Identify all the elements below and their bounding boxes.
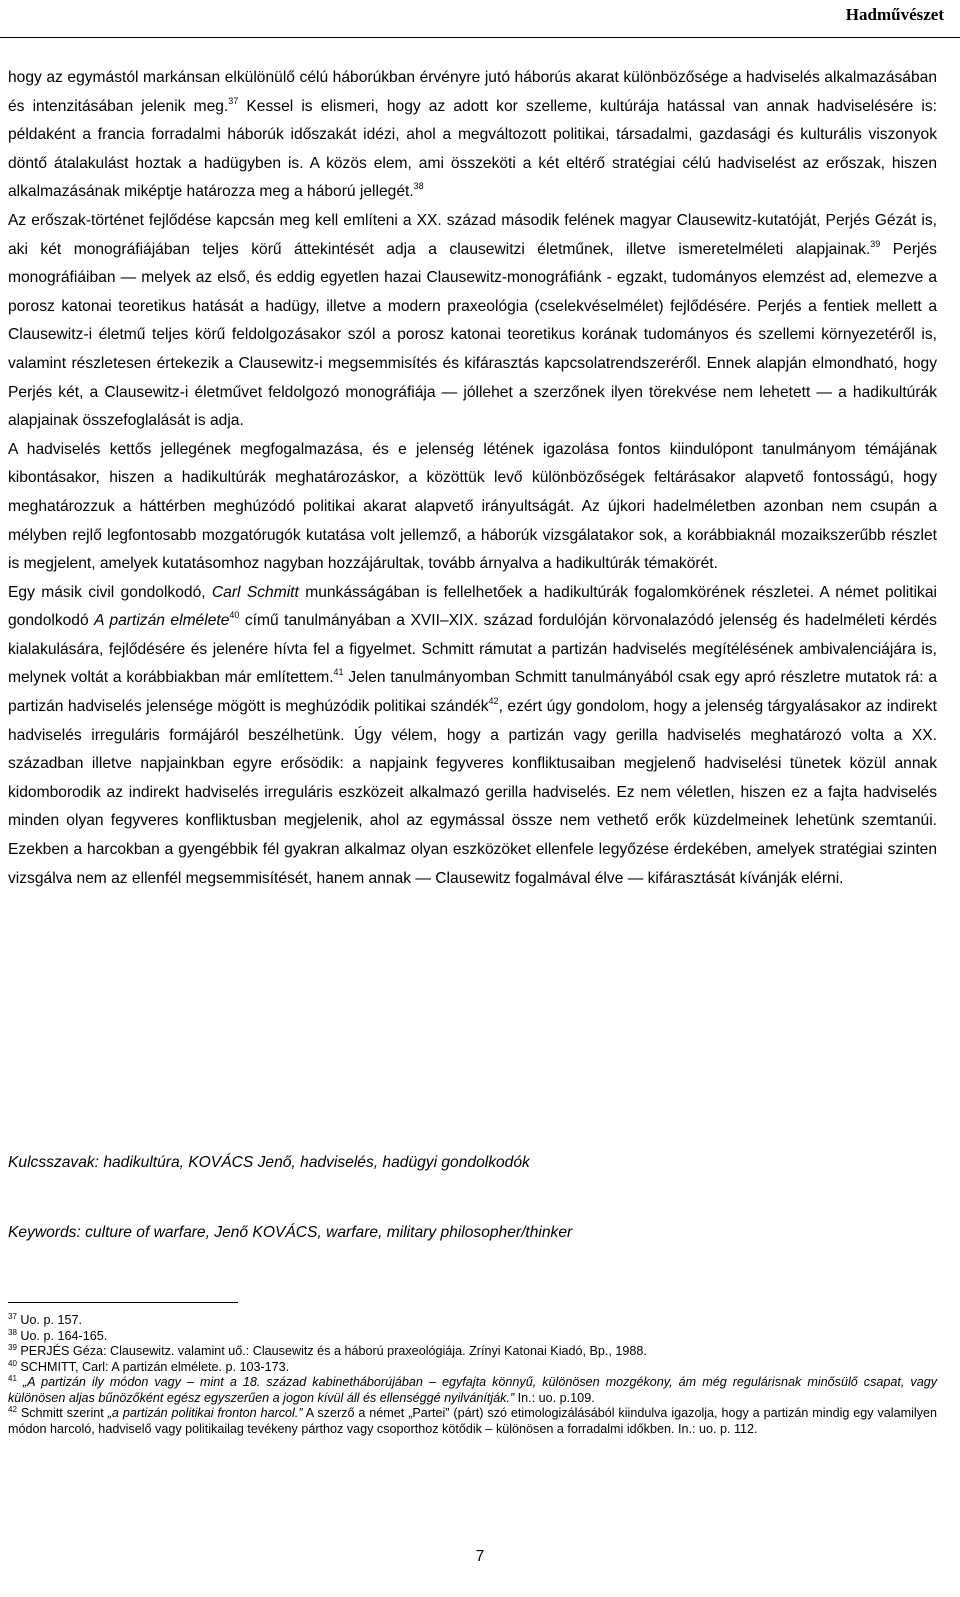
text-run: Perjés monográfiáiban — melyek az első, és eddig egyetlen hazai Clausewitz-monográfiánk - egzakt, tudományos elemzést ad, elemezve a porosz katonai teoretikus hatását a hadügy, illetve a modern praxeológia (cselekvéselmélet) fejlődésére. Perjés a fentiek mellett a Clausewitz-i életmű teljes körű feldolgozásakor szól a porosz katonai teoretikus korának tudományos és szellemi környezetéről is, valamint részletesen értekezik a Clausewitz-i megsemmisítés és kifárasztás kapcsolatrendszeréről. Ennek alapján elmondható, hogy Perjés két, a Clausewitz-i életművet feldolgozó monográfiája — jóllehet a szerzőnek ilyen törekvése nem lehetett — a hadikultúrák alapjainak összefoglalását is adja. [8,240,937,430]
header-rule [0,37,960,38]
footnote-text: SCHMITT, Carl: A partizán elmélete. p. 103-173. [16,1359,290,1374]
main-text [8,64,937,893]
footnote-number: 42 [8,1405,17,1414]
footnote-number: 37 [8,1312,17,1321]
text-run: Egy másik civil gondolkodó, [8,583,212,601]
footnote-number: 39 [8,1343,17,1352]
footnote-text: Uo. p. 157. [16,1313,83,1327]
footnote-41 [8,1375,937,1406]
keywords-english: Keywords: culture of warfare, Jenő KOVÁCS, warfare, military philosopher/thinker [8,1224,573,1241]
footnote-ref-40[interactable]: 40 [229,610,240,621]
running-header [0,4,944,26]
footnote-number: 40 [8,1358,17,1368]
footnote-number: 41 [8,1374,17,1383]
footnote-quote: „a partizán politikai fronton harcol.” [107,1406,303,1420]
header-title: Hadművészet [845,5,944,24]
paragraph-4 [8,579,937,894]
footnote-separator [8,1302,238,1303]
footnote-38 [8,1329,937,1345]
footnote-ref-41[interactable]: 41 [333,667,344,678]
footnote-text: A szerző a német „Partei” (párt) szó etimologizálásából kiindulva igazolja, hogy a partizán mindig egy valamilyen módon harcoló, hadviselő vagy politikailag tevékeny párthoz vagy csoporthoz kötődik – különösen a forradalmi időkben. In.: uo. p. 112. [8,1406,938,1436]
paragraph-2 [8,207,937,436]
page-number: 7 [475,1548,485,1565]
footnote-ref-37[interactable]: 37 [228,95,239,106]
footnote-ref-42[interactable]: 42 [488,696,499,707]
text-run: Az erőszak-történet fejlődése kapcsán meg kell említeni a XX. század második felének magyar Clausewitz-kutatóját, Perjés Gézát is, aki két monográfiájában teljes körű áttekintését adja a clausewitzi életműnek, illetve ismeretelméleti alapjainak. [8,211,937,258]
footnote-39 [8,1344,937,1360]
work-title: A partizán elmélete [94,612,230,630]
footnote-ref-38[interactable]: 38 [413,181,424,192]
paragraph-1 [8,64,937,207]
footnote-text: Schmitt szerint [16,1406,108,1420]
footnote-quote: „A partizán ily módon vagy – mint a 18. század kabinetháborújában – egyfajta könnyű, különösen mozgékony, ám még regulárisnak minősülő csapat, vagy különösen aljas bűnözőként egész egyszerűen a jogon kívül áll és ellenséggé nyilvánítják.” [8,1375,937,1405]
footnote-42 [8,1406,937,1437]
paragraph-3: A hadviselés kettős jellegének megfogalmazása, és e jelenség létének igazolása fontos kiindulópont tanulmányom témájának kibontásakor, hiszen a hadikultúrák meghatározáskor, a közöttük levő különbözőségek feltárásakor alapvető fontosságú, hogy meghatározzuk a háttérben meghúzódó politikai akarat alapvető irányultságát. Az újkori hadelméletben azonban nem csupán a mélyben rejlő legfontosabb mozgatórugók kutatása volt jellemző, a háborúk vizsgálatakor sok, a korábbiaknál mozaikszerűbb részlet is megjelent, amelyek kutatásomhoz nagyban hozzájárultak, tovább árnyalva a hadikultúrák témakörét. [8,440,937,573]
footnote-ref-39[interactable]: 39 [870,238,881,249]
footnote-40 [8,1360,937,1376]
text-run: című tanulmányában a XVII–XIX. század fordulóján körvonalazódó jelenség és hadelméleti kérdés kialakulására, fejlődésére és jelenére hívta fel a figyelmet. Schmitt rámutat a partizán hadviselés megítélésének ambivalenciájára is, melynek voltát a korábbiakban már említettem. [8,612,937,687]
footnote-text: In.: uo. p.109. [514,1390,595,1405]
footnotes [8,1313,937,1437]
text-run: Kessel is elismeri, hogy az adott kor szelleme, kultúrája hatással van annak hadviselésére is: példaként a francia forradalmi háborúk időszakát idézi, ahol a megváltozott politikai, társadalmi, gazdasági és kulturális viszonyok döntő átalakulást hoztak a hadügyben is. A közös elem, ami összeköti a két eltérő stratégiai célú hadviselést az erőszak, hiszen alkalmazásának miképtje határozza meg a háború jellegét. [8,97,937,201]
text-run: hogy az egymástól markánsan elkülönülő célú háborúkban érvényre jutó háborús akarat különbözősége a hadviselés alkalmazásában és intenzitásában jelenik meg. [8,69,937,115]
keywords-hungarian: Kulcsszavak: hadikultúra, KOVÁCS Jenő, hadviselés, hadügyi gondolkodók [8,1154,530,1171]
text-run: , ezért úgy gondolom, hogy a jelenség tárgyalásakor az indirekt hadviselés irreguláris formájáról beszélhetünk. Úgy vélem, hogy a partizán vagy gerilla hadviselés meghatározó volta a XX. században illetve napjainkban egyre erősödik: a napjaink fegyveres konfliktusaiban megjelenő hadviselési tünetek közül annak kidomborodik az indirekt hadviselés irreguláris eszközeit alkalmazó gerilla hadviselés. Ez nem véletlen, hiszen ez a fajta hadviselés minden olyan fegyveres konfliktusban megjelenik, ahol az egymással össze nem vethető erők küzdelmeinek lehetünk szemtanúi. Ezekben a harcokban a gyengébbik fél gyakran alkalmaz olyan eszközöket ellenfele legyőzése érdekében, amelyek stratégiai szinten vizsgálva nem az ellenfél megsemmisítését, hanem annak — Clausewitz fogalmával élve — kifárasztását kívánják elérni. [8,698,937,887]
text-run: munkásságában is fellelhetőek a hadikultúrák fogalomkörének részletei. A német politikai gondolkodó [8,583,937,630]
footnote-37 [8,1313,937,1329]
footnote-number: 38 [8,1327,17,1337]
footnote-text: Uo. p. 164-165. [16,1328,108,1343]
text-run: Jelen tanulmányomban Schmitt tanulmányából csak egy apró részletre mutatok rá: a partizán hadviselés jelensége mögött is meghúzódik politikai szándék [8,669,938,716]
footnote-text: PERJÉS Géza: Clausewitz. valamint uő.: Clausewitz és a háború praxeológiája. Zrínyi Katonai Kiadó, Bp., 1988. [16,1344,647,1358]
author-name: Carl Schmitt [211,583,299,601]
